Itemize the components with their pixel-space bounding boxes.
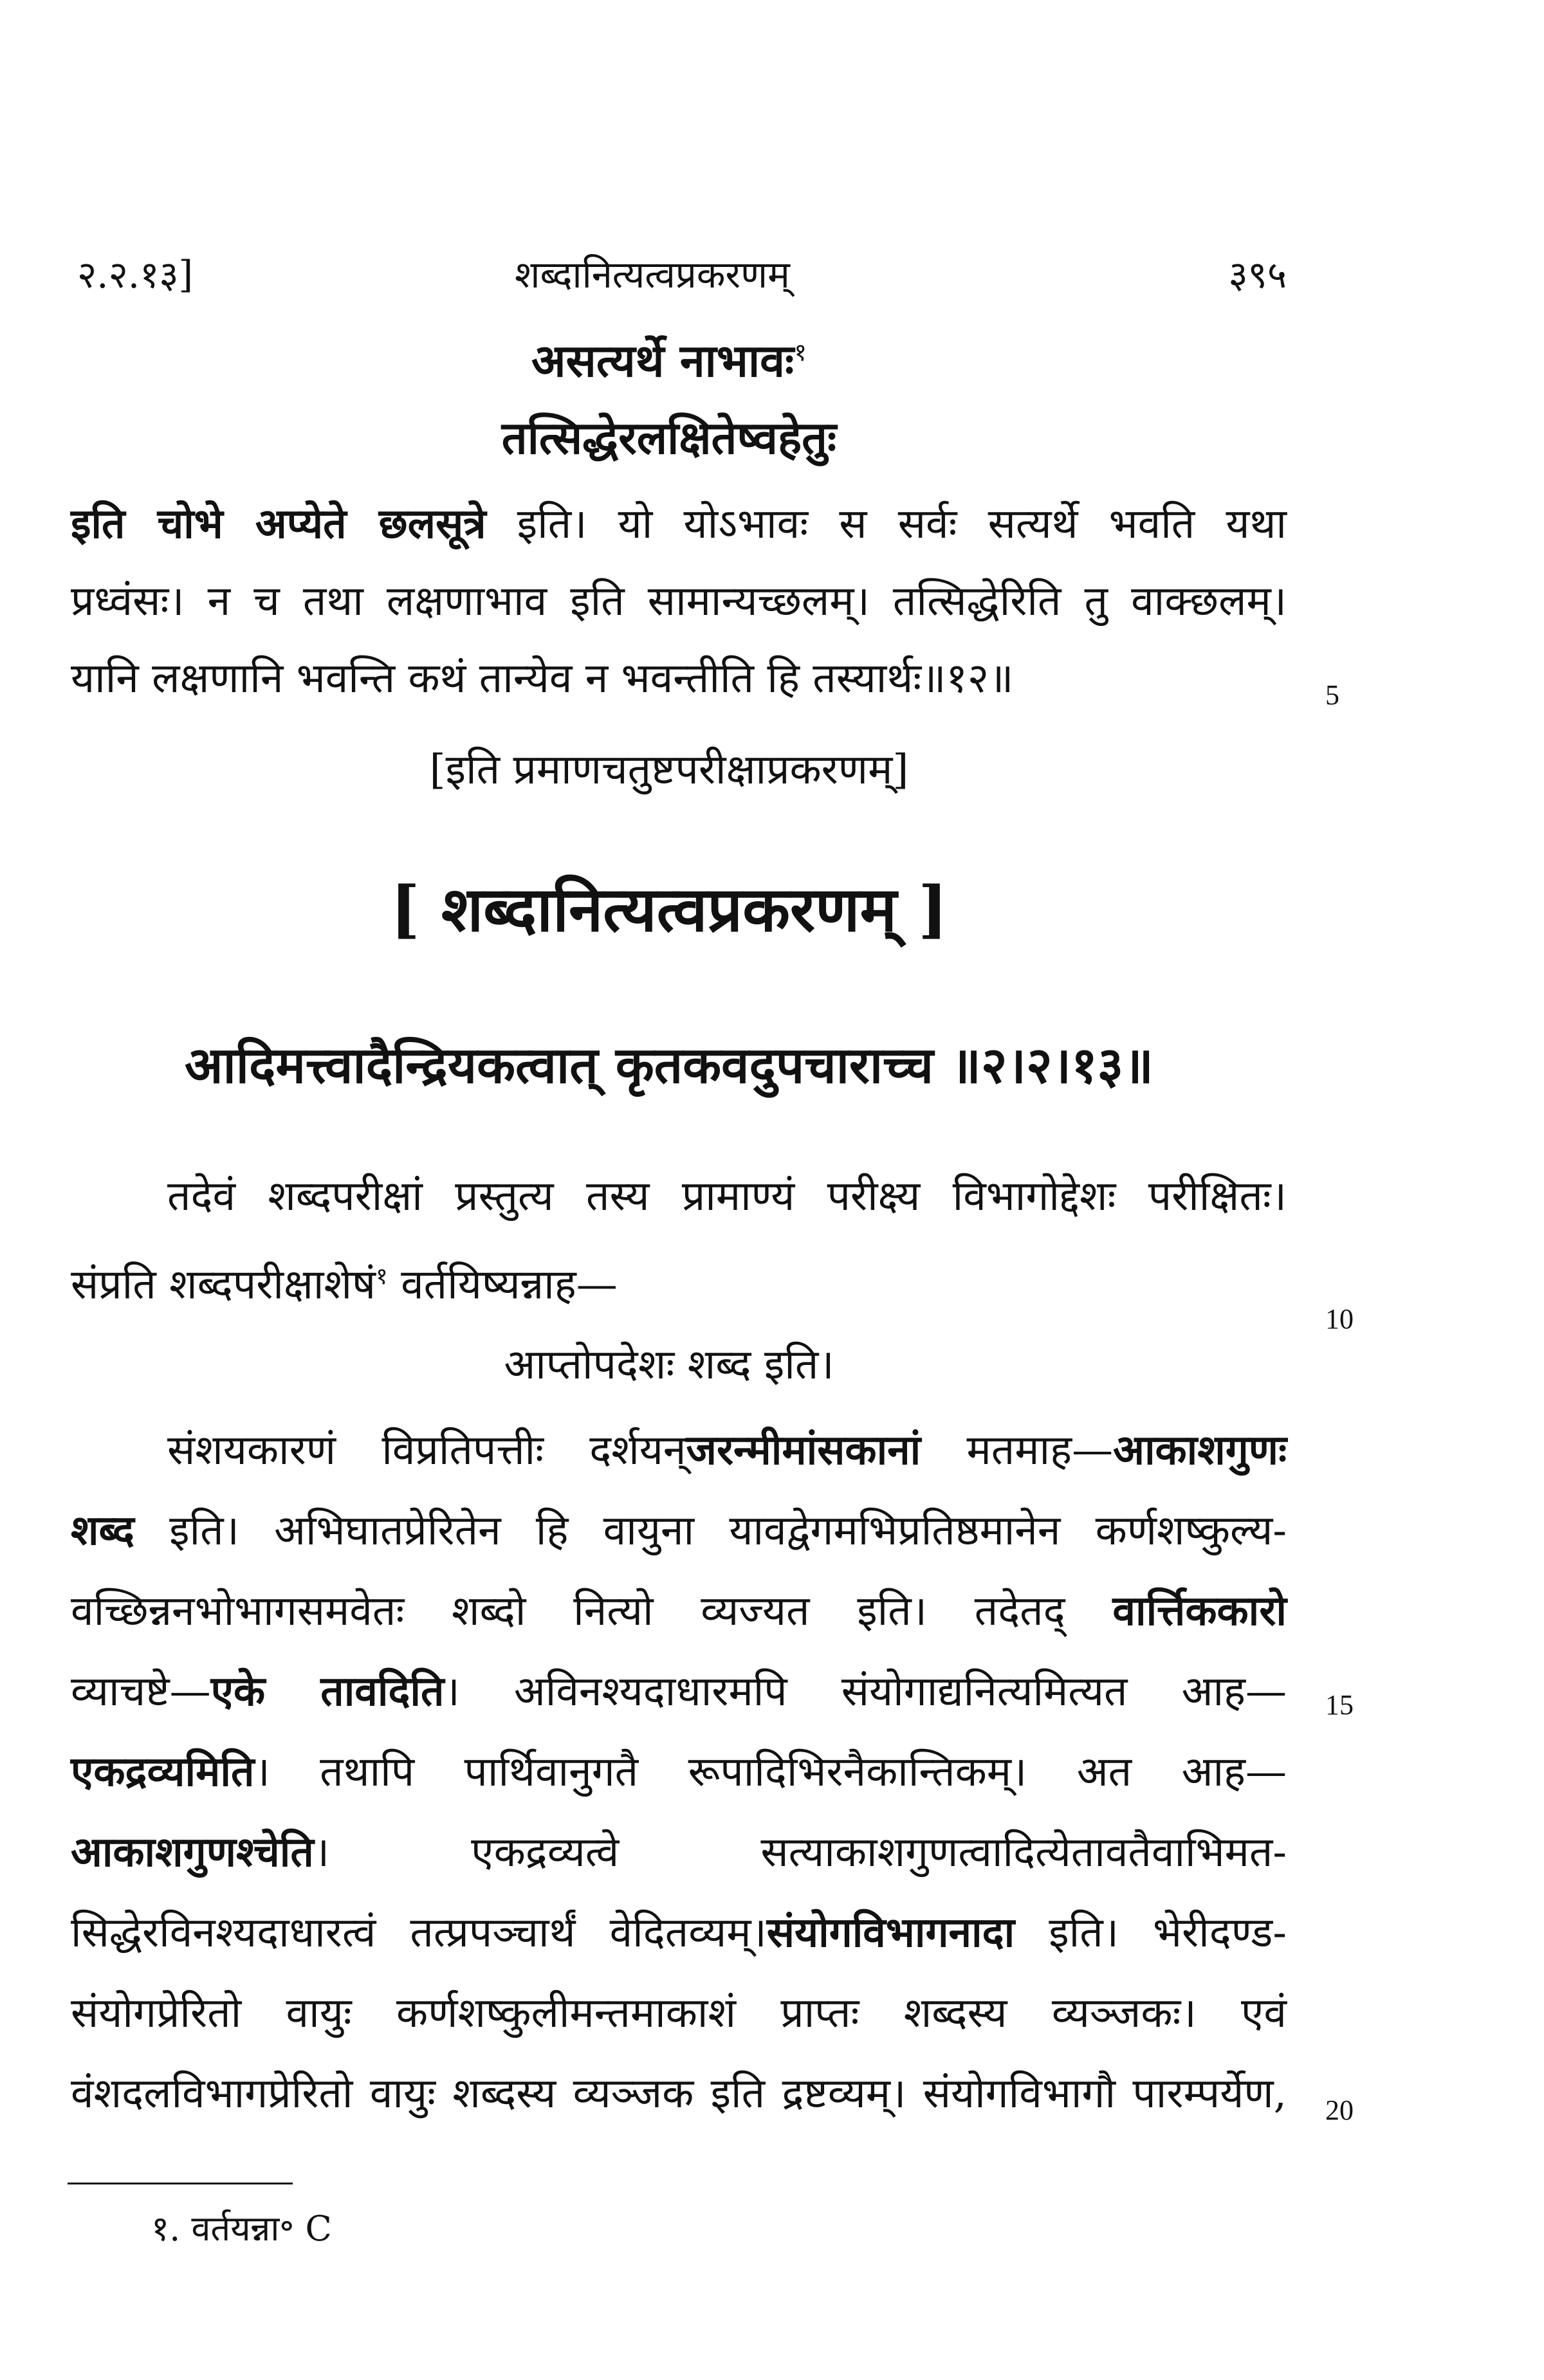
footnote-mark: १ [375,1263,388,1290]
verse-line-2: तत्सिद्धेरलक्षितेष्वहेतुः [501,411,837,464]
paragraph-line: वच्छिन्ननभोभागसमवेतः शब्दो नित्यो व्यज्यत इति। तदेतद् वार्त्तिककारो [71,1587,1287,1635]
page-number: ३९५ [1228,253,1287,297]
running-title: शब्दानित्यत्वप्रकरणम् [515,253,790,297]
paragraph-line: संशयकारणं विप्रतिपत्तीः दर्शयन्जरन्मीमांसकानां मतमाह—आकाशगुणः [167,1426,1287,1474]
line-number: 10 [1325,1303,1354,1335]
sutra: आदिमत्त्वादैन्द्रियकत्वात् कृतकवदुपचाराच्च ॥२।२।१३॥ [185,1036,1153,1095]
footnote-mark: १ [794,338,807,367]
paragraph-line: शब्द इति। अभिघातप्रेरितेन हि वायुना यावद्वेगमभिप्रतिष्ठमानेन कर्णशष्कुल्य- [71,1506,1287,1555]
section-reference: २.२.१३] [77,253,194,297]
paragraph-line: एकद्रव्यमिति। तथापि पार्थिवानुगतै रूपादिभिरनैकान्तिकम्। अत आह— [71,1748,1287,1796]
quoted-text: आप्तोपदेशः शब्द इति। [504,1341,834,1389]
verse-line-1: असत्यर्थे नाभावः$^१$ [531,334,807,387]
line-number: 20 [1325,2094,1354,2126]
paragraph-line: आकाशगुणश्चेति। एकद्रव्यत्वे सत्याकाशगुणत्वादित्येतावतैवाभिमत- [71,1828,1287,1876]
section-title: [ शब्दानित्यत्वप्रकरणम् ] [391,873,948,946]
commentary-line: इति चोभे अप्येते छलसूत्रे इति। यो योऽभावः स सर्वः सत्यर्थे भवति यथा [71,500,1287,548]
line-number: 15 [1325,1689,1354,1721]
footnote: १. वर्तयन्ना॰ C [151,2208,332,2249]
paragraph-line: वंशदलविभागप्रेरितो वायुः शब्दस्य व्यञ्जक इति द्रष्टव्यम्। संयोगविभागौ पारम्पर्येण, [71,2070,1287,2118]
footnote-rule [68,2183,293,2184]
commentary-line: प्रध्वंसः। न च तथा लक्षणाभाव इति सामान्यच्छलम्। तत्सिद्धेरिति तु वाक्छलम्। [71,578,1287,625]
paragraph-line: संयोगप्रेरितो वायुः कर्णशष्कुलीमन्तमाकाशं प्राप्तः शब्दस्य व्यञ्जकः। एवं [71,1990,1287,2037]
running-head [77,248,1287,299]
section-end-note: [इति प्रमाणचतुष्टपरीक्षाप्रकरणम्] [429,746,909,794]
commentary-line: यानि लक्षणानि भवन्ति कथं तान्येव न भवन्तीति हि तस्यार्थः॥१२॥ [71,655,1014,702]
paragraph-line: सिद्धेरविनश्यदाधारत्वं तत्प्रपञ्चार्थं वेदितव्यम्।संयोगविभागनादा इति। भेरीदण्ड- [71,1909,1287,1957]
paragraph-line: तदेवं शब्दपरीक्षां प्रस्तुत्य तस्य प्रामाण्यं परीक्ष्य विभागोद्देशः परीक्षितः। [167,1173,1287,1220]
paragraph-line: व्याचष्टे—एके तावदिति। अविनश्यदाधारमपि संयोगाद्यनित्यमित्यत आह— [71,1667,1287,1716]
line-number: 5 [1325,679,1339,711]
paragraph-line: संप्रति शब्दपरीक्षाशेषं$^१$ वर्तयिष्यन्नाह— [71,1261,618,1309]
